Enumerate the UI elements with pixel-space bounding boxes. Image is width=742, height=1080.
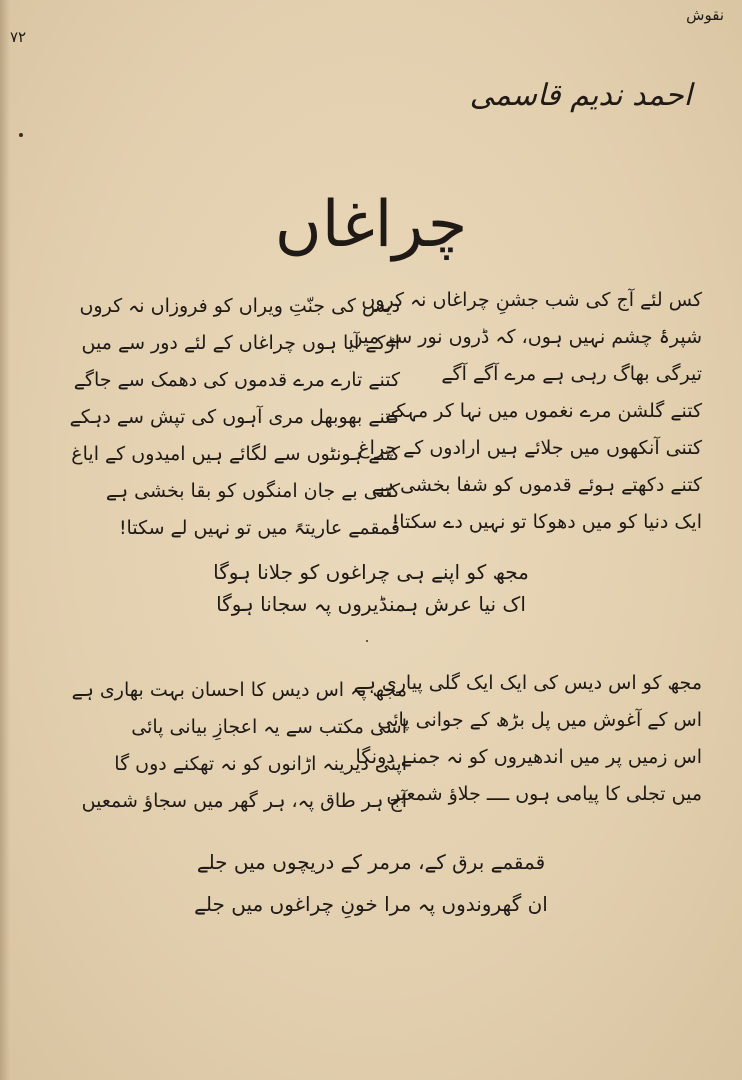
verse-line: قمقمے عاریتہً میں تو نہیں لے سکتا! — [118, 517, 400, 539]
stanza1-right-column — [348, 282, 702, 541]
verse-line: کتنی آنکھوں میں جلائے ہیں ارادوں کے چراغ — [358, 437, 702, 459]
verse-line: اپنی دیرینہ اڑانوں کو نہ تھکنے دوں گا — [114, 753, 407, 775]
verse-line: کتنے دکھتے ہوئے قدموں کو شفا بخشی ہے — [371, 474, 702, 496]
page-edge-shadow — [0, 0, 10, 1080]
stanza2-couplet-line: قمقمے برق کے، مرمر کے دریچوں میں جلے — [196, 850, 546, 874]
verse-line: تیرگی بھاگ رہی ہے مرے آگے آگے — [441, 363, 702, 385]
stanza1-couplet-line: اک نیا عرش ہمنڈیروں پہ سجانا ہوگا — [216, 592, 526, 616]
page-number: ۷۲ — [10, 28, 27, 46]
poem-title: چراغاں — [274, 188, 468, 262]
stanza1-couplet-line: مجھ کو اپنے ہی چراغوں کو جلانا ہوگا — [213, 560, 529, 584]
stanza2-right-column — [353, 665, 702, 813]
verse-line: آج ہر طاق پہ، ہر گھر میں سجاؤ شمعیں — [81, 790, 407, 812]
stanza2-couplet-line: ان گھروندوں پہ مرا خونِ چراغوں میں جلے — [194, 892, 548, 916]
verse-line: میں تجلی کا پیامی ہوں ــــ جلاؤ شمعیں — [386, 783, 702, 805]
verse-line: کتنے تارے مرے قدموں کی دھمک سے جاگے — [73, 369, 400, 391]
verse-line: دیس کی جنّتِ ویراں کو فروزاں نہ کروں — [79, 295, 400, 317]
verse-line: اسی مکتب سے یہ اعجازِ بیانی پائی — [131, 716, 407, 738]
verse-line: کتنی بے جان امنگوں کو بقا بخشی ہے — [105, 480, 400, 502]
verse-line: کتنے ہونٹوں سے لگائے ہیں امیدوں کے ایاغ — [71, 443, 400, 465]
paper-speck — [366, 640, 368, 642]
verse-line: کس لئے آج کی شب جشنِ چراغاں نہ کروں — [361, 289, 702, 311]
verse-line: مجھ پہ اس دیس کا احسان بہت بھاری ہے — [71, 679, 407, 701]
stanza1-left-column — [70, 288, 400, 547]
verse-line: اس کے آغوش میں پل بڑھ کے جوانی پائی — [377, 709, 702, 731]
stanza2-left-column — [62, 672, 407, 820]
verse-line: اس زمیں پر میں اندھیروں کو نہ جمنے دونگا — [355, 746, 702, 768]
verse-line: مجھ کو اس دیس کی ایک ایک گلی پیاری ہے — [353, 672, 702, 694]
verse-line: کتنے بھوبھل مری آہوں کی تپش سے دہکے — [69, 406, 400, 428]
paper-speck — [19, 133, 23, 137]
verse-line: ایک دنیا کو میں دھوکا تو نہیں دے سکتا! — [391, 511, 702, 533]
magazine-name: نقوش — [686, 6, 724, 24]
verse-line: شپرۂ چشم نہیں ہوں، کہ ڈروں نور سے میں — [348, 326, 702, 348]
author-name: احمد ندیم قاسمی — [469, 78, 692, 113]
verse-line: کتنے گلشن مرے نغموں میں نہا کر مہکے — [385, 400, 702, 422]
verse-line: اڑکے آیا ہوں چراغاں کے لئے دور سے میں — [81, 332, 400, 354]
